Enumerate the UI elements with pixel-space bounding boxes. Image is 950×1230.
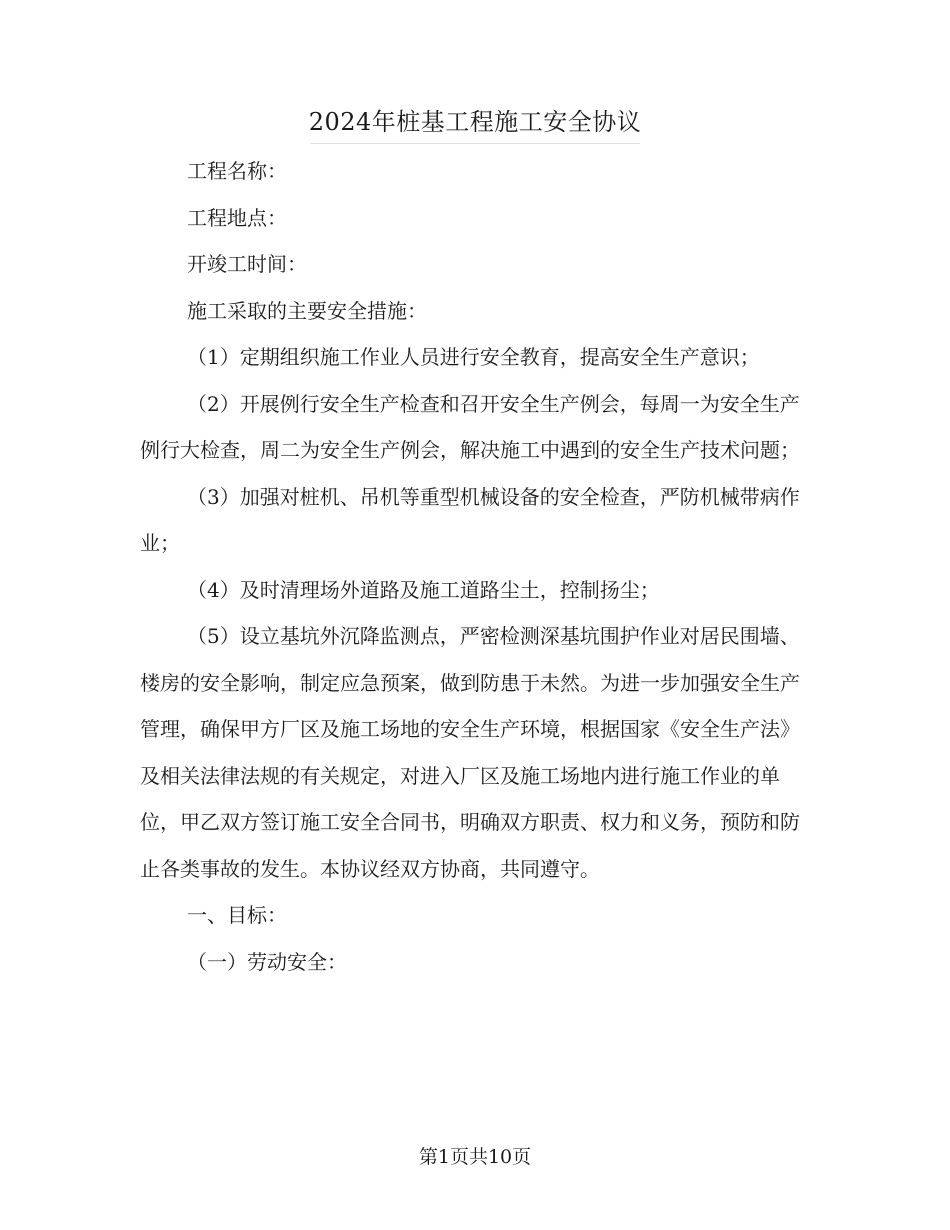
section-heading-goals: 一、目标：: [187, 903, 287, 927]
page-number-footer: 第1页共10页: [418, 1146, 532, 1168]
document-body: [140, 148, 810, 985]
paragraph-schedule: 开竣工时间：: [187, 252, 307, 276]
subsection-heading-labor-safety: （一）劳动安全：: [187, 949, 347, 974]
paragraph-measure-3: （3）加强对桩机、吊机等重型机械设备的安全检查，严防机械带病作业；: [140, 484, 800, 555]
paragraph-measure-5: （5）设立基坑外沉降监测点，严密检测深基坑围护作业对居民围墙、楼房的安全影响，制定应急预案，做到防患于未然。为进一步加强安全生产管理，确保甲方厂区及施工场地的安全生产环境，根据国家《安全生产法》及相关法律法规的有关规定，对进入厂区及施工场地内进行施工作业的单位，甲乙双方签订施工安全合同书，明确双方职责、权力和义务，预防和防止各类事故的发生。本协议经双方协商，共同遵守。: [140, 624, 800, 881]
paragraph-measure-2: （2）开展例行安全生产检查和召开安全生产例会，每周一为安全生产例行大检查，周二为安全生产例会，解决施工中遇到的安全生产技术问题；: [140, 391, 800, 462]
title-underline: [310, 143, 640, 144]
paragraph-project-name: 工程名称：: [187, 159, 287, 183]
paragraph-measures-heading: 施工采取的主要安全措施：: [187, 298, 427, 323]
paragraph-measure-4: （4）及时清理场外道路及施工道路尘土，控制扬尘；: [187, 577, 660, 602]
paragraph-measure-1: （1）定期组织施工作业人员进行安全教育，提高安全生产意识；: [187, 345, 760, 369]
paragraph-project-location: 工程地点：: [187, 205, 287, 230]
document-title: 2024年桩基工程施工安全协议: [308, 108, 642, 136]
